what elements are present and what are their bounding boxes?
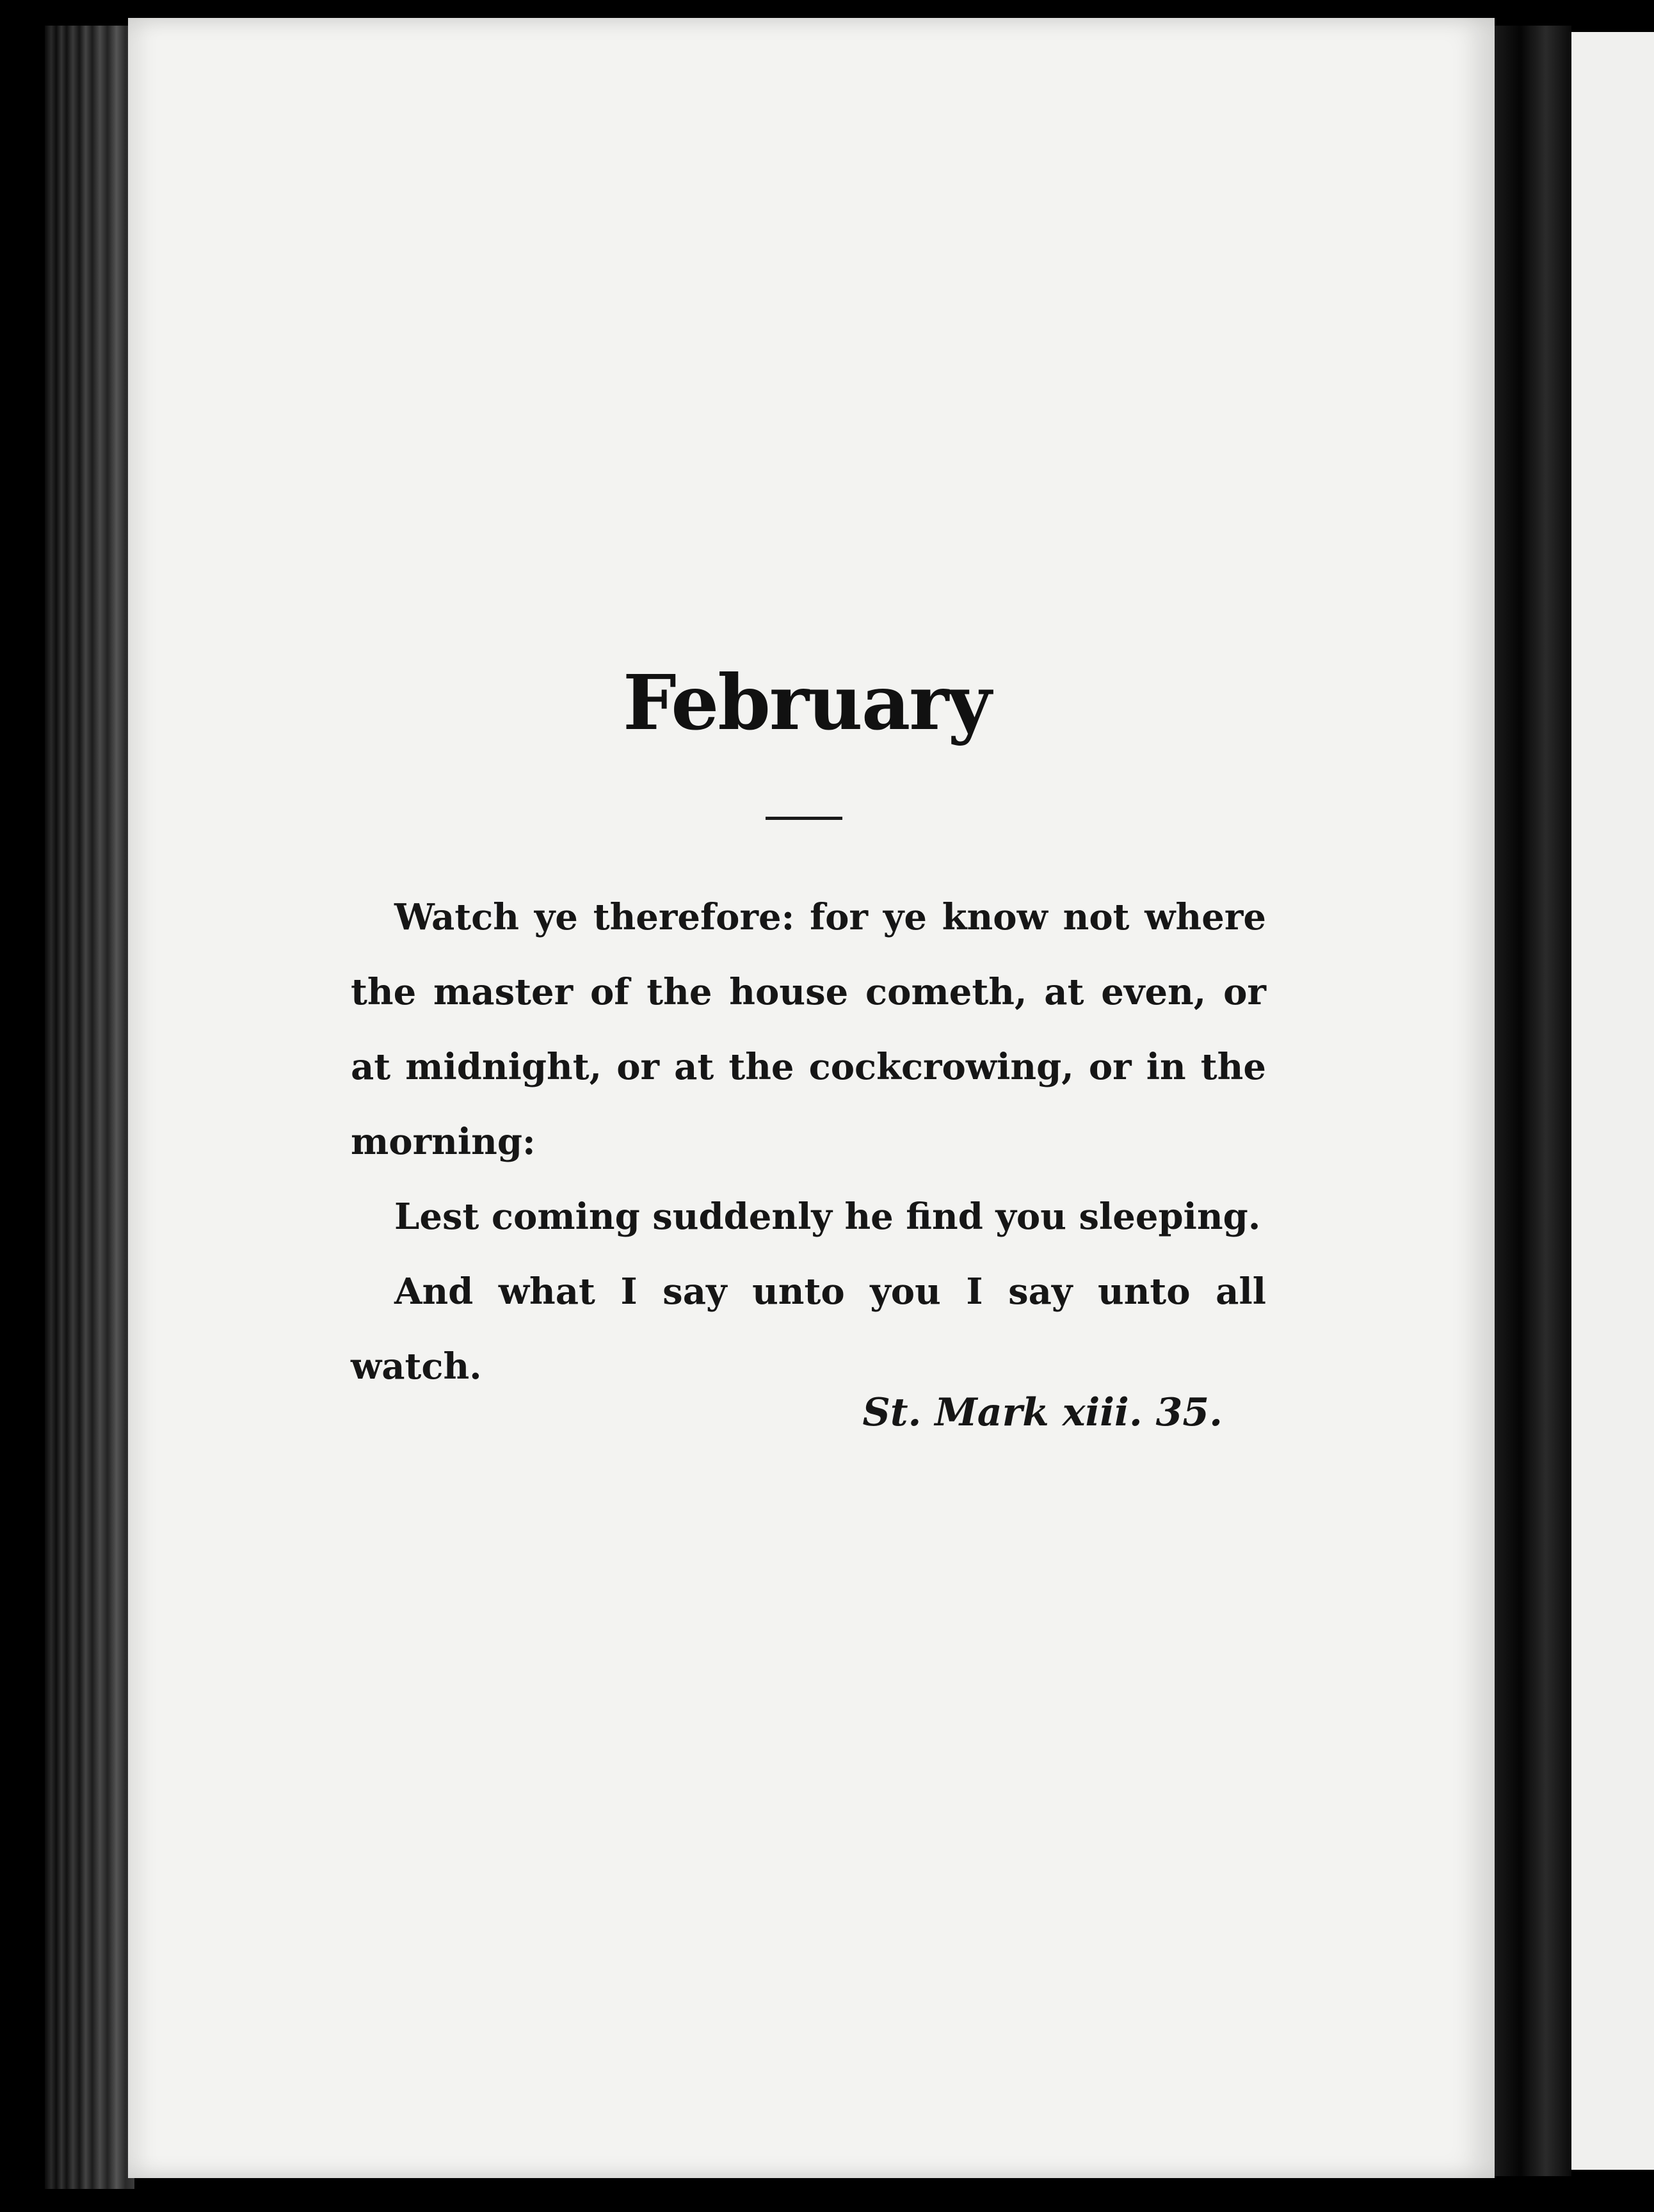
title-divider xyxy=(766,817,842,820)
scripture-citation: St. Mark xiii. 35. xyxy=(862,1390,1223,1435)
page-edges xyxy=(45,26,134,2189)
verse-paragraph-2: Lest coming suddenly he find you sleeping. xyxy=(394,1196,1261,1238)
verse-paragraph-3: And what I say unto you I say unto all watch. xyxy=(351,1270,1266,1388)
facing-page-edge xyxy=(1571,32,1654,2170)
book-gutter xyxy=(1495,26,1571,2176)
scripture-text xyxy=(351,880,1266,1404)
page-title: February xyxy=(622,658,991,747)
verse-paragraph-1: Watch ye therefore: for ye know not where the master of the house cometh, at even, or at midnight, or at the cockcrowing, or in the morning: xyxy=(351,896,1266,1163)
